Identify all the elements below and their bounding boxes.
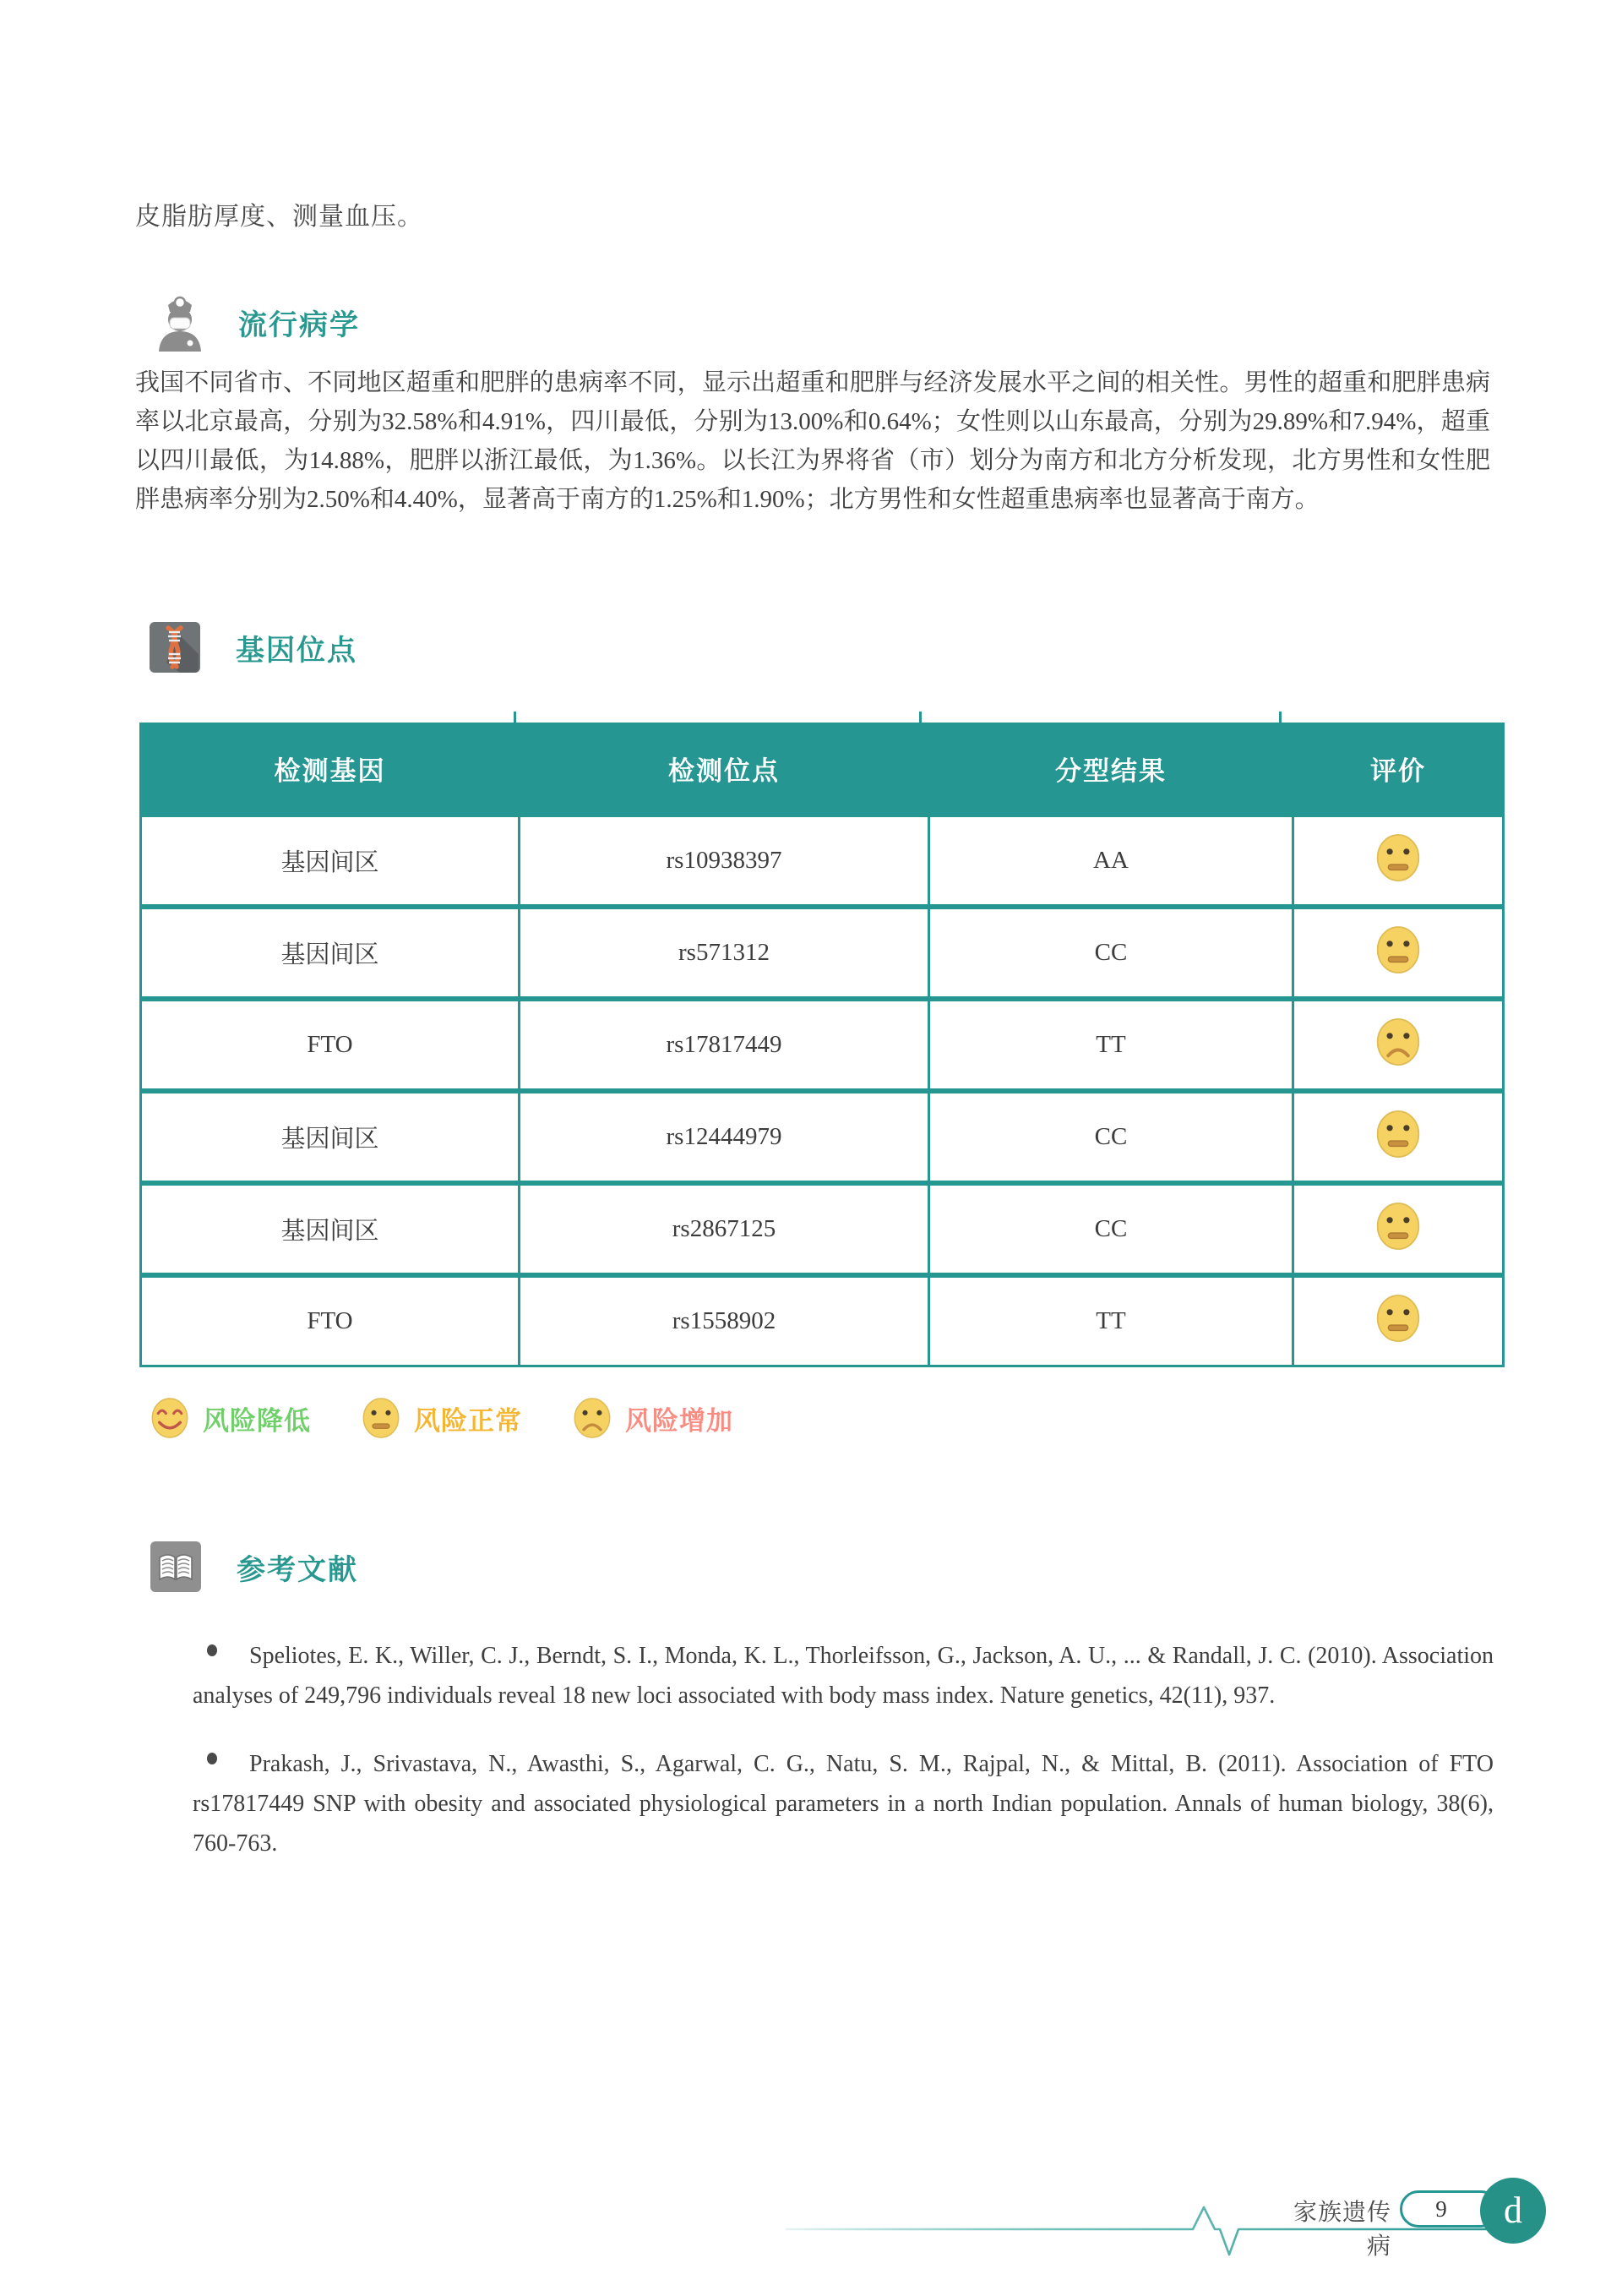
rating-face-icon (1375, 924, 1421, 975)
genotype-cell: TT (929, 1275, 1293, 1366)
table-header-cell: 检测位点 (520, 724, 929, 815)
table-header-cell: 分型结果 (929, 724, 1293, 815)
reference-list (193, 1636, 1494, 1892)
gene-table (139, 723, 1505, 1367)
rating-cell (1293, 1091, 1504, 1183)
rating-cell (1293, 999, 1504, 1091)
legend-item (573, 1396, 733, 1440)
table-column-stub (514, 712, 516, 723)
epidemiology-body: 我国不同省市、不同地区超重和肥胖的患病率不同，显示出超重和肥胖与经济发展水平之间的相关性。男性的超重和肥胖患病率以北京最高，分别为32.58%和4.91%，四川最低，分别为13.00%和0.64%；女性则以山东最高，分别为29.89%和7.94%，超重以四川最低，为14.88%，肥胖以浙江最低，为1.36%。以长江为界将省（市）划分为南方和北方分析发现，北方男性和女性肥胖患病率分别为2.50%和4.40%，显著高于南方的1.25%和1.90%；北方男性和女性超重患病率也显著高于南方。 (135, 369, 1490, 513)
section-epidemiology-header (157, 292, 360, 352)
gene-cell: FTO (141, 999, 520, 1091)
section-references-header (150, 1541, 358, 1593)
legend-item (150, 1396, 311, 1440)
rating-cell (1293, 907, 1504, 999)
genotype-cell: CC (929, 907, 1293, 999)
legend-label: 风险增加 (625, 1405, 733, 1436)
doctor-icon (157, 292, 203, 352)
gene-cell: 基因间区 (141, 815, 520, 907)
rating-cell (1293, 1183, 1504, 1275)
rating-face-icon (1375, 1109, 1421, 1159)
table-row (141, 1091, 1504, 1183)
site-cell: rs571312 (520, 907, 929, 999)
section-gene-loci-header (150, 621, 357, 674)
legend-item (362, 1396, 522, 1440)
section-title: 参考文献 (237, 1553, 358, 1586)
bullet-icon (207, 1644, 217, 1656)
legend-label: 风险正常 (414, 1405, 522, 1436)
rating-face-icon (1375, 1201, 1421, 1252)
table-header-cell: 评价 (1293, 724, 1504, 815)
table-column-stub (1279, 712, 1282, 723)
page-number: 9 (1435, 2195, 1447, 2222)
gene-cell: FTO (141, 1275, 520, 1366)
table-header-row (141, 724, 1504, 815)
logo-circle (1480, 2178, 1546, 2244)
dna-icon (150, 622, 200, 673)
rating-legend (150, 1396, 733, 1440)
table-row (141, 1275, 1504, 1366)
section-title: 流行病学 (238, 308, 360, 341)
genotype-cell: CC (929, 1183, 1293, 1275)
sad-face-icon (573, 1396, 612, 1440)
rating-face-icon (1375, 1293, 1421, 1344)
rating-cell (1293, 815, 1504, 907)
rating-face-icon (1375, 832, 1421, 883)
table-row (141, 999, 1504, 1091)
book-icon (150, 1541, 201, 1592)
site-cell: rs1558902 (520, 1275, 929, 1366)
site-cell: rs17817449 (520, 999, 929, 1091)
genotype-cell: CC (929, 1091, 1293, 1183)
site-cell: rs10938397 (520, 815, 929, 907)
gene-cell: 基因间区 (141, 1091, 520, 1183)
reference-item (193, 1636, 1494, 1715)
rating-cell (1293, 1275, 1504, 1366)
table-row (141, 907, 1504, 999)
happy-face-icon (150, 1396, 189, 1440)
table-row (141, 815, 1504, 907)
table-row (141, 1183, 1504, 1275)
neutral-face-icon (362, 1396, 400, 1440)
reference-text: Prakash, J., Srivastava, N., Awasthi, S., Agarwal, C. G., Natu, S. M., Rajpal, N., & Mittal, B. (2011). Association of FTO rs17817449 SNP with obesity and associated physiological parameters in a north Indian population. Annals of human biology, 38(6), 760-763. (193, 1751, 1494, 1857)
intro-text: 皮脂肪厚度、测量血压。 (135, 203, 423, 231)
bullet-icon (207, 1753, 217, 1764)
reference-text: Speliotes, E. K., Willer, C. J., Berndt, S. I., Monda, K. L., Thorleifsson, G., Jackson, A. U., ... & Randall, J. C. (2010). Association analyses of 249,796 individuals reveal 18 new loci associated with body mass index. Nature genetics, 42(11), 937. (193, 1643, 1494, 1709)
reference-item (193, 1744, 1494, 1863)
genotype-cell: TT (929, 999, 1293, 1091)
site-cell: rs2867125 (520, 1183, 929, 1275)
gene-cell: 基因间区 (141, 1183, 520, 1275)
site-cell: rs12444979 (520, 1091, 929, 1183)
table-column-stub (919, 712, 922, 723)
gene-cell: 基因间区 (141, 907, 520, 999)
genotype-cell: AA (929, 815, 1293, 907)
rating-face-icon (1375, 1017, 1421, 1067)
footer-label: 家族遗传病 (1293, 2199, 1391, 2259)
logo-letter: d (1504, 2190, 1522, 2231)
legend-label: 风险降低 (203, 1405, 311, 1436)
section-title: 基因位点 (236, 634, 357, 667)
table-header-cell: 检测基因 (141, 724, 520, 815)
